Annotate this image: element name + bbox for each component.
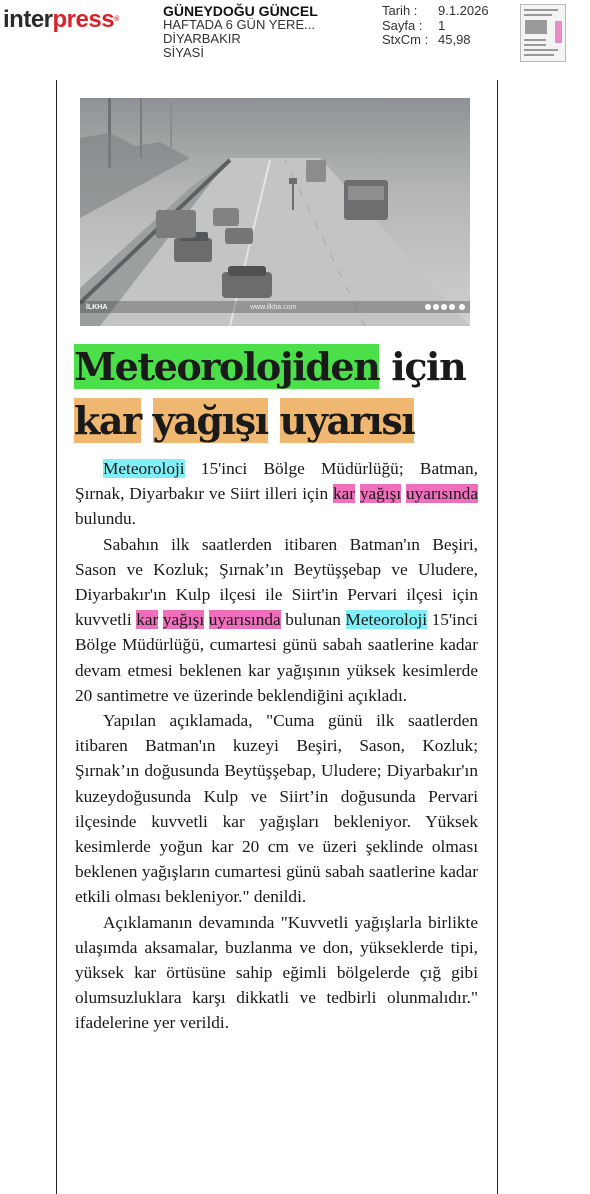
meta-value: 1 [438, 17, 446, 33]
logo-text-inter: inter [3, 6, 53, 33]
thumb-line [524, 14, 552, 16]
meta-label: Tarih : [382, 3, 418, 18]
text-run: 15'inci Bölge Müdürlüğü; Batman, Şırnak, Diyarbakır ve Siirt illeri için [75, 459, 478, 504]
meta-label: Sayfa : [382, 17, 423, 33]
photo-watermark: www.ilkha.com [250, 304, 297, 311]
keyword-highlight-cyan: Meteoroloji [345, 610, 428, 630]
meta-date-row [382, 4, 489, 19]
page-thumbnail[interactable] [520, 4, 566, 62]
thumb-line [524, 54, 554, 56]
text-run: bulunan [280, 610, 346, 630]
car [222, 266, 272, 298]
keyword-highlight-pink: kar [136, 610, 159, 630]
headline-highlight-green: Meteorolojiden [74, 344, 380, 389]
registered-mark: ® [114, 16, 119, 23]
paragraph-1 [75, 456, 478, 532]
headline-highlight-orange: yağışı [152, 398, 268, 443]
interpress-logo [3, 6, 119, 34]
thumb-line [524, 9, 558, 11]
keyword-highlight-pink: uyarısında [208, 610, 281, 630]
text-run: 15'inci Bölge Müdürlüğü, cumartesi günü sabah saatlerine kadar devam etmesi beklenen kar yağışının yüksek kesimlerde 20 santimetre ve üzerinde beklendiğini açıkladı. [75, 610, 478, 705]
meta-label: StxCm : [382, 32, 429, 47]
thumb-line [524, 39, 546, 41]
thumb-line [524, 44, 546, 46]
publication-section: SİYASİ [163, 45, 204, 60]
keyword-highlight-cyan: Meteoroloji [103, 459, 185, 478]
keyword-highlight-pink: yağışı [359, 484, 402, 504]
publication-name: GÜNEYDOĞU GÜNCEL [163, 3, 318, 19]
text-run: Sabahın ilk saatlerden itibaren Batman'ın Beşiri, Sason ve Kozluk; Şırnak’ın Beytüşşebap ve Uludere, Diyarbakır'ın Kulp ilçesi ile Siirt'in Pervari ilçesi için kuvvetli [75, 534, 478, 630]
keyword-highlight-pink: kar [332, 484, 356, 504]
keyword-highlight-pink: yağışı [162, 610, 205, 630]
thumb-line [524, 49, 558, 51]
paragraph-3: Yapılan açıklamada, "Cuma günü ilk saatlerden itibaren Batman'ın kuzeyi Beşiri, Sason, Kozluk; Şırnak’ın doğusunda Beytüşşebap, Uludere; Diyarbakır'ın kuzeydoğusunda Kulp ve Siirt’in doğusunda Pervari ilçesinde kuvvetli kar yağışları bekleniyor. Yüksek kesimlerde yoğun kar 20 cm ve üzeri şeklinde olması beklenen yağışların cumartesi günü sabah saatlerine kadar etkili olması bekleniyor." denildi. [75, 711, 478, 907]
publication-frequency: HAFTADA 6 GÜN YERE... [163, 17, 315, 32]
thumb-photo [525, 20, 547, 34]
meta-stxcm-row [382, 33, 489, 48]
publication-city: DİYARBAKIR [163, 31, 241, 46]
text-run: bulundu. [75, 509, 136, 529]
column-rule-right [497, 80, 498, 1194]
headline-word: için [391, 344, 466, 389]
publication-info [163, 4, 318, 60]
article-headline [74, 340, 484, 448]
snowy-highway-illustration [80, 98, 470, 326]
news-photo-snowy-highway [80, 98, 470, 326]
logo-text-press: press [52, 6, 115, 33]
thumb-article-highlight [555, 21, 562, 43]
photo-agency-label: İLKHA [86, 304, 108, 311]
meta-value: 45,98 [438, 32, 471, 47]
paragraph-4: Açıklamanın devamında "Kuvvetli yağışlarla birlikte ulaşımda aksamalar, buzlanma ve don, yükseklerde tipi, yüksek kar örtüsüne sahip eğimli bölgelerde çığ gibi olumsuzluklara karşı dikkatli ve tedbirli olunmalıdır." ifadelerine yer verildi. [75, 912, 478, 1033]
paragraph-2 [75, 532, 478, 708]
article-body [75, 456, 478, 1036]
meta-value: 9.1.2026 [438, 3, 489, 18]
clipping-meta [382, 4, 489, 48]
headline-highlight-orange: kar [74, 398, 141, 443]
meta-page-row [382, 19, 489, 34]
keyword-highlight-pink: uyarısında [406, 484, 478, 504]
column-rule-left [56, 80, 57, 1194]
headline-highlight-orange: uyarısı [279, 398, 415, 443]
